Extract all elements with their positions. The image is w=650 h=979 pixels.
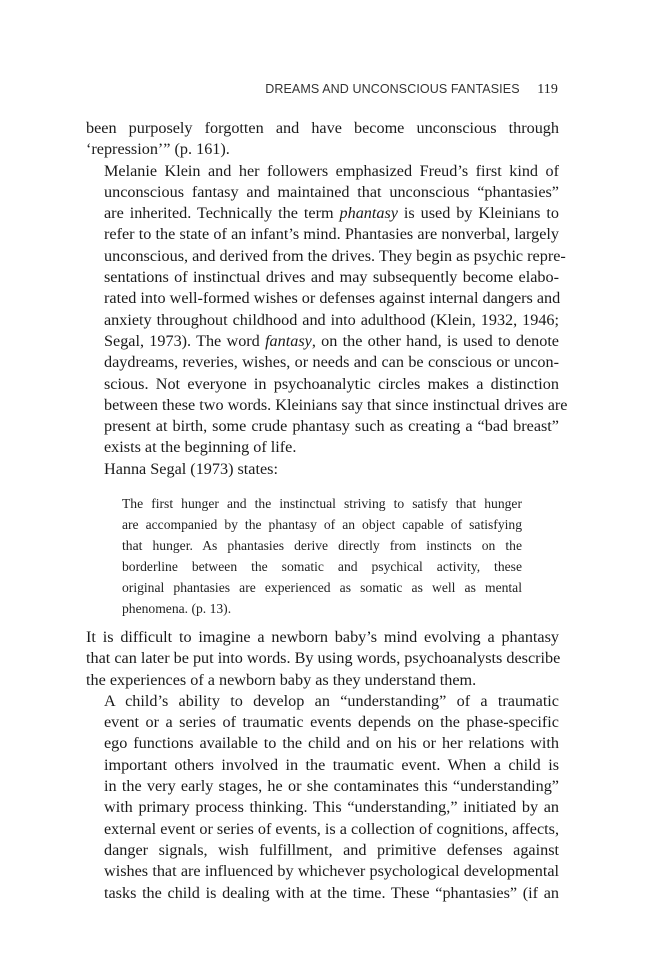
text-line: Segal, 1973). The word fantasy, on the other hand, is used to denote xyxy=(104,331,559,350)
text-line: It is difficult to imagine a newborn baby’s mind evolving a phantasy xyxy=(86,628,559,646)
text-line: daydreams, reveries, wishes, or needs and can be conscious or uncon- xyxy=(104,353,559,372)
quote-line: The first hunger and the instinctual striving to satisfy that hunger xyxy=(122,496,522,511)
italic-term: fantasy xyxy=(265,331,312,350)
italic-term: phantasy xyxy=(339,204,398,223)
text-line: exists at the beginning of life. xyxy=(104,438,297,457)
text-line: ‘repression’” (p. 161). xyxy=(86,140,230,159)
text-line: sentations of instinctual drives and may subsequently become elabo- xyxy=(104,268,559,287)
text-line: tasks the child is dealing with at the time. These “phantasies” (if an xyxy=(104,883,559,902)
text-line: that can later be put into words. By using words, psychoanalysts describe xyxy=(86,649,561,668)
text-line: been purposely forgotten and have become unconscious through xyxy=(86,119,559,137)
running-head-title: DREAMS AND UNCONSCIOUS FANTASIES xyxy=(265,82,520,96)
text-line: are inherited. Technically the term phantasy is used by Kleinians to xyxy=(104,204,559,223)
running-head xyxy=(265,82,558,98)
text-line: with primary process thinking. This “understanding,” initiated by an xyxy=(104,798,559,817)
body-text-top xyxy=(86,118,568,480)
block-quote xyxy=(122,493,522,619)
text-line: unconscious, and derived from the drives. They begin as psychic repre- xyxy=(104,246,566,265)
text-line: danger signals, wish fulfillment, and primitive defenses against xyxy=(104,840,559,859)
quote-line: phenomena. (p. 13). xyxy=(122,601,232,616)
text-line: wishes that are influenced by whichever psychological developmental xyxy=(104,862,559,881)
paragraph-segal-intro xyxy=(86,459,559,480)
text-line: anxiety throughout childhood and into adulthood (Klein, 1932, 1946; xyxy=(104,310,559,329)
quote-line: borderline between the somatic and psychical activity, these xyxy=(122,559,522,574)
quote-line: are accompanied by the phantasy of an object capable of satisfying xyxy=(122,517,522,532)
text-line: refer to the state of an infant’s mind. Phantasies are nonverbal, largely xyxy=(104,225,559,244)
text-line: scious. Not everyone in psychoanalytic circles makes a distinction xyxy=(104,374,559,393)
body-text-bottom xyxy=(86,627,559,904)
paragraph-newborn xyxy=(86,627,559,691)
page-number: 119 xyxy=(537,82,558,97)
text-line: present at birth, some crude phantasy such as creating a “bad breast” xyxy=(104,417,559,436)
text-line: in the very early stages, he or she contaminates this “understanding” xyxy=(104,777,559,796)
text-line: A child’s ability to develop an “understanding” of a traumatic xyxy=(104,691,559,710)
text-line: Melanie Klein and her followers emphasized Freud’s first kind of xyxy=(104,161,559,180)
text-line: external event or series of events, is a collection of cognitions, affects, xyxy=(104,819,559,838)
paragraph-klein xyxy=(86,161,568,459)
text-line: rated into well-formed wishes or defenses against internal dangers and xyxy=(104,289,561,308)
paragraph-child-ability xyxy=(86,691,559,904)
quote-line: original phantasies are experienced as somatic as well as mental xyxy=(122,580,522,595)
text-line: event or a series of traumatic events depends on the phase-specific xyxy=(104,713,559,732)
text-line: unconscious fantasy and maintained that unconscious “phantasies” xyxy=(104,182,559,201)
text-line: important others involved in the traumatic event. When a child is xyxy=(104,755,559,774)
text-line: between these two words. Kleinians say that since instinctual drives are xyxy=(104,395,568,414)
quote-line: that hunger. As phantasies derive directly from instincts on the xyxy=(122,538,522,553)
paragraph-continued xyxy=(86,118,559,161)
text-line: ego functions available to the child and on his or her relations with xyxy=(104,734,559,753)
text-line: the experiences of a newborn baby as they understand them. xyxy=(86,670,477,689)
text-line: Hanna Segal (1973) states: xyxy=(104,459,278,478)
